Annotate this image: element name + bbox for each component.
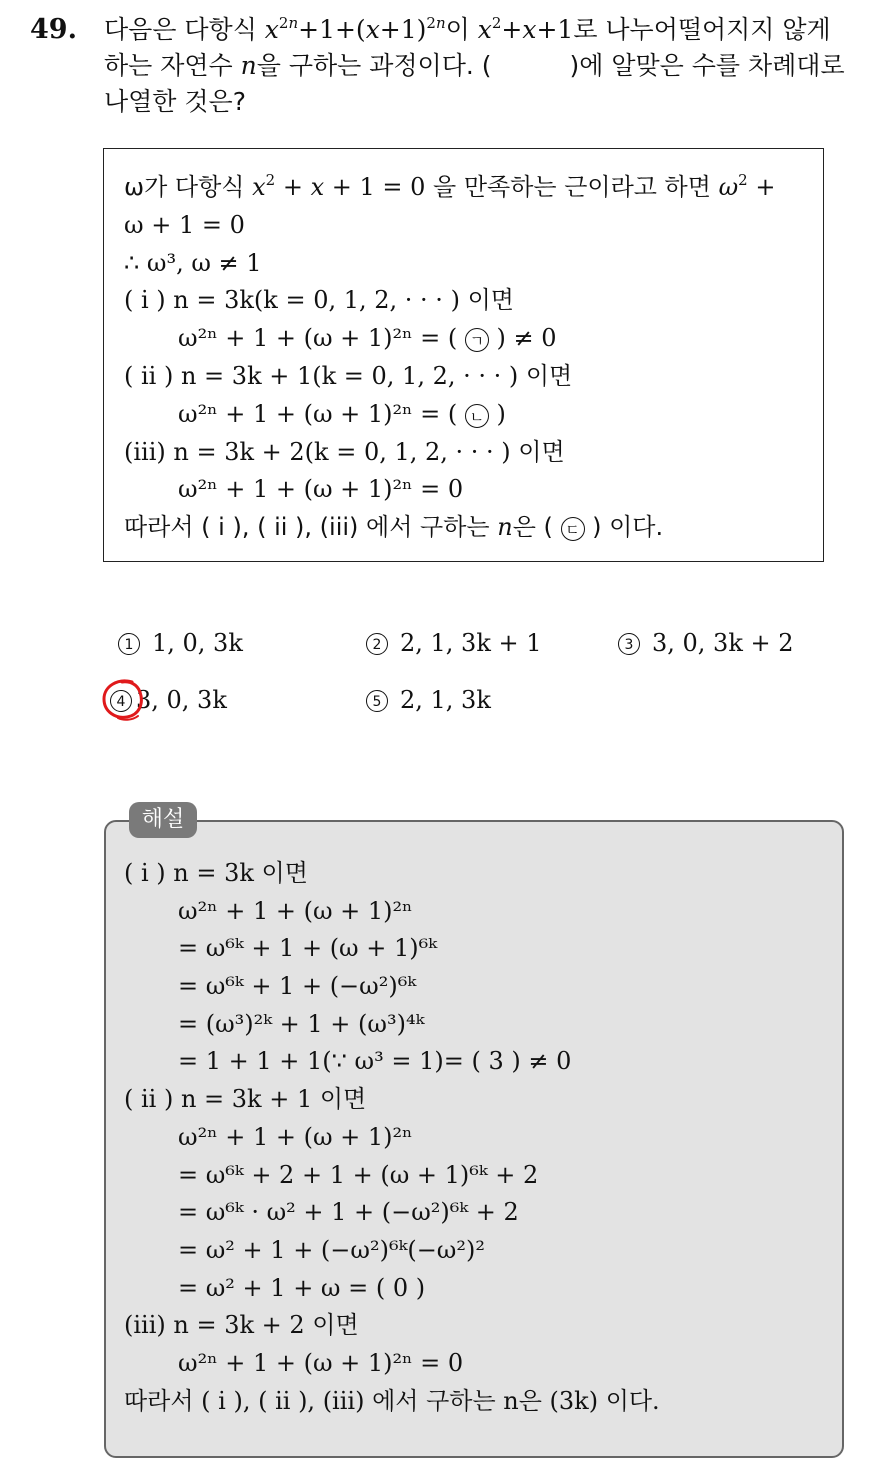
choice-number: 5: [366, 690, 388, 712]
answer-mark-circle-icon: [100, 676, 146, 722]
blank-3-mark: ㄷ: [561, 517, 585, 541]
choice-text: 2, 1, 3k: [400, 686, 491, 714]
solution-body: [124, 855, 660, 1420]
solution-line: ω²ⁿ + 1 + (ω + 1)²ⁿ = 0: [178, 1348, 464, 1377]
proof-l3: ∴ ω³, ω ≠ 1: [124, 248, 262, 277]
solution-line: = ω² + 1 + ω = ( 0 ): [178, 1273, 426, 1302]
proof-var-n: n: [497, 513, 513, 542]
proof-l1a: ω가 다항식: [124, 173, 253, 201]
solution-line: ω²ⁿ + 1 + (ω + 1)²ⁿ: [178, 896, 413, 925]
proof-l10b: 은 (: [512, 513, 561, 542]
solution-line: = ω⁶ᵏ · ω² + 1 + (−ω²)⁶ᵏ + 2: [178, 1198, 519, 1227]
question-text-1b: 이: [445, 15, 478, 44]
proof-l1b: 을 만족하는 근이라고 하면: [425, 173, 719, 201]
proof-l10c: ) 이다.: [584, 513, 664, 542]
proof-l6c: 이면: [525, 361, 573, 390]
proof-l7b: ): [488, 399, 506, 428]
proof-l5a: ω²ⁿ + 1 + (ω + 1)²ⁿ = (: [178, 324, 465, 353]
question-text-2a: 하는 자연수: [104, 51, 241, 80]
solution-line: = ω⁶ᵏ + 2 + 1 + (ω + 1)⁶ᵏ + 2: [178, 1160, 539, 1189]
choice-number: 1: [118, 633, 140, 655]
question-text-3: 나열한 것은?: [104, 87, 246, 116]
proof-l7a: ω²ⁿ + 1 + (ω + 1)²ⁿ = (: [178, 399, 465, 428]
proof-l5b: ) ≠ 0: [488, 324, 557, 353]
blank-1-mark: ㄱ: [465, 328, 489, 352]
proof-case1: ( i ): [124, 286, 174, 315]
question-text-1a: 다음은 다항식: [104, 15, 265, 44]
proof-l8c: 이면: [518, 437, 565, 466]
proof-l4c: 이면: [467, 286, 514, 315]
question-text-2b: 을 구하는 과정이다. (: [256, 51, 492, 80]
solution-line: = ω⁶ᵏ + 1 + (ω + 1)⁶ᵏ: [178, 934, 437, 963]
choice-text: 3, 0, 3k: [136, 686, 227, 714]
choice-number: 3: [618, 633, 640, 655]
proof-l2: ω + 1 = 0: [124, 210, 245, 239]
solution-line: = 1 + 1 + 1(∵ ω³ = 1)= ( 3 ) ≠ 0: [178, 1047, 572, 1076]
proof-case2: ( ii ): [124, 361, 181, 390]
choice-1[interactable]: [118, 627, 243, 659]
proof-box: ω가 다항식 $x^2 + x + 1 = 0$ 을 만족하는 근이라고 하면 $\omega^2$ + ω + 1 = 0 ∴ ω³, ω ≠ 1 ( i ) n = 3k(k = 0, 1, 2, · · · ) 이면 ω²ⁿ + 1 + (ω + 1)²ⁿ = ( ㄱ ) ≠ 0 ( ii ) n = 3k + 1(k = 0, 1, 2, · · · ) 이면 ω²ⁿ + 1 + (ω + 1)²ⁿ = ( ㄴ ) (iii) n = 3k + 2(k = 0, 1, 2, · · · ) 이면 ω²ⁿ + 1 + (ω + 1)²ⁿ = 0 따라서 ( i ), ( ii ), (iii) 에서 구하는 n은 ( ㄷ ) 이다.: [103, 148, 824, 562]
proof-case3: (iii): [124, 437, 174, 466]
proof-l6b: n = 3k + 1(k = 0, 1, 2, · · · ): [180, 361, 526, 390]
blank-2-mark: ㄴ: [465, 404, 489, 428]
solution-line: ( i ) n = 3k 이면: [124, 859, 308, 887]
proof-l4b: n = 3k(k = 0, 1, 2, · · · ): [173, 286, 468, 315]
solution-line: = ω² + 1 + (−ω²)⁶ᵏ(−ω²)²: [178, 1235, 485, 1264]
solution-line: 따라서 ( i ), ( ii ), (iii) 에서 구하는 n은 (3k) 이다.: [124, 1386, 660, 1415]
choice-text: 3, 0, 3k + 2: [652, 629, 794, 657]
choice-number: 4: [110, 690, 132, 712]
choice-number: 2: [366, 633, 388, 655]
solution-line: = ω⁶ᵏ + 1 + (−ω²)⁶ᵏ: [178, 972, 417, 1001]
solution-line: = (ω³)²ᵏ + 1 + (ω³)⁴ᵏ: [178, 1009, 425, 1038]
question-text-2c: )에 알맞은 수를 차례대로: [569, 51, 845, 80]
choice-text: 1, 0, 3k: [152, 629, 243, 657]
solution-tag: 해설: [129, 802, 197, 838]
proof-l10a: 따라서 ( i ), ( ii ), (iii) 에서 구하는: [124, 513, 498, 542]
question-text: 다음은 다항식 $x^{2n}+1+(x+1)^{2n}$이 $x^2+x+1$로 나누어떨어지지 않게 하는 자연수 n을 구하는 과정이다. ( )에 알맞은 수를 차례대로 나열한 것은?: [104, 12, 864, 120]
choice-5[interactable]: [366, 684, 491, 716]
choice-2[interactable]: [366, 627, 542, 659]
solution-line: ω²ⁿ + 1 + (ω + 1)²ⁿ: [178, 1122, 413, 1151]
choice-3[interactable]: [618, 627, 794, 659]
proof-l8b: n = 3k + 2(k = 0, 1, 2, · · · ): [173, 437, 519, 466]
solution-line: (iii) n = 3k + 2 이면: [124, 1311, 359, 1340]
var-n: n: [240, 51, 257, 80]
question-number: 49.: [30, 14, 77, 45]
question-text-1c: 로 나누어떨어지지 않게: [573, 15, 831, 44]
solution-line: ( ii ) n = 3k + 1 이면: [124, 1085, 367, 1114]
proof-l9: ω²ⁿ + 1 + (ω + 1)²ⁿ = 0: [178, 475, 464, 504]
choice-text: 2, 1, 3k + 1: [400, 629, 542, 657]
